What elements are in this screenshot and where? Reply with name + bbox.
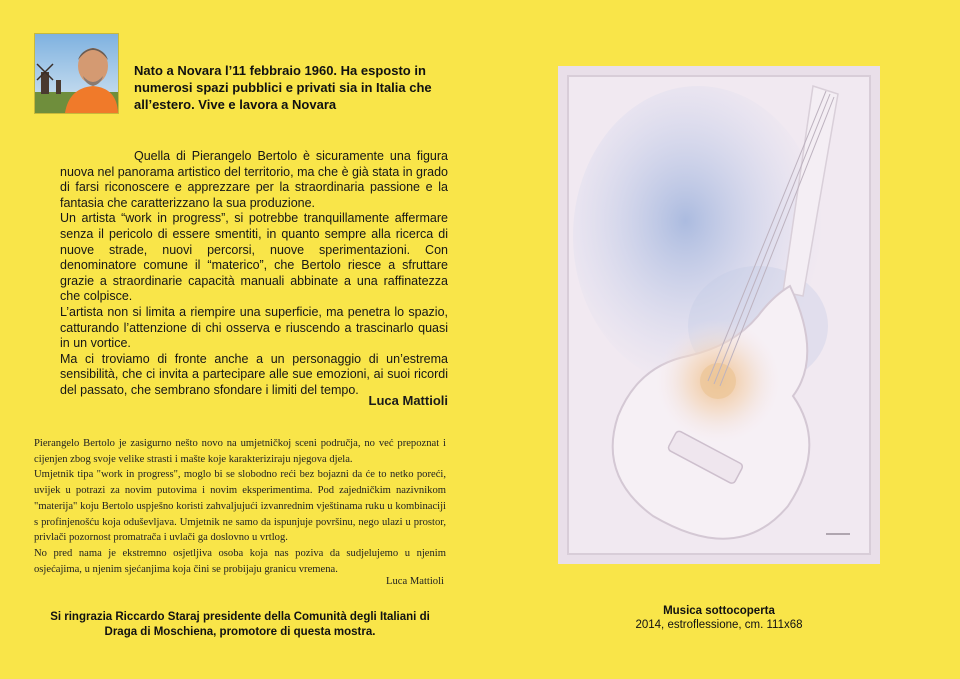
artwork-image (558, 66, 880, 564)
croatian-paragraph: No pred nama je ekstremno osjetljiva osoba koja nas poziva da sudjelujemo u njenim osjećajima, u njenim sjećanjima koja čini se probijaju granicu vremena. (34, 547, 446, 575)
italian-text (60, 149, 448, 399)
artist-photo (34, 33, 119, 114)
croatian-paragraph: Umjetnik tipa "work in progress", moglo bi se slobodno reći bez bojazni da će to netko poreći, uvijek u potrazi za novim putovima i novim eksperimentima. Pod zajedničkim nazivnikom "materija" koju Bertolo uspješno koristi zahvaljujući izvanrednim vještinama ruku u kombinaciji s profinjenošću koja oduševljava. Umjetnik ne samo da ispunjuje površinu, nego ulazi u prostor, privlači pozornost promatrača i uvlači ga doslovno u vrtlog. (34, 469, 446, 544)
croatian-text (34, 436, 446, 577)
croatian-signature: Luca Mattioli (386, 576, 444, 587)
croatian-paragraph: Pierangelo Bertolo je zasigurno nešto novo na umjetničkoj sceni područja, no već prepoznat i cijenjen zbog svoje velike strasti i mašte koje karakteriziraju njegova djela. (34, 438, 446, 465)
artwork-details: 2014, estroflessione, cm. 111x68 (635, 619, 803, 631)
acknowledgement: Si ringrazia Riccardo Staraj presidente della Comunità degli Italiani di Draga di Moschiena, promotore di questa mostra. (50, 611, 430, 638)
italian-paragraph: Un artista “work in progress”, si potrebbe tranquillamente affermare senza il pericolo di essere smentiti, in quanto sempre alla ricerca di nuove strade, nuovi percorsi, nuove sperimentazioni. Con denominatore comune il “materico”, che Bertolo riesce a sfruttare grazie a straordinarie capacità manuali abbinate a una raffinatezza che colpisce. (60, 211, 448, 304)
italian-paragraph: L’artista non si limita a riempire una superficie, ma penetra lo spazio, catturando l’attenzione di chi osserva e riuscendo a trascinarlo quasi in un vortice. (60, 304, 448, 351)
artwork-title: Musica sottocoperta (663, 605, 775, 617)
italian-signature: Luca Mattioli (368, 393, 448, 408)
artist-bio: Nato a Novara l’11 febbraio 1960. Ha esposto in numerosi spazi pubblici e privati sia in Italia che all’estero. Vive e lavora a Novara (134, 63, 432, 112)
italian-paragraph: Ma ci troviamo di fronte anche a un personaggio di un’estrema sensibilità, che ci invita a partecipare alle sue emozioni, ai suoi ricordi del passato, che sembrano sfondare i limiti del tempo. (60, 351, 448, 397)
artwork-caption (560, 604, 878, 632)
italian-paragraph: Quella di Pierangelo Bertolo è sicuramente una figura nuova nel panorama artistico del territorio, ma che è già stata in grado di farsi riconoscere e apprezzare per la straordinaria passione e la fantasia che caratterizzano la sua produzione. (60, 149, 448, 210)
